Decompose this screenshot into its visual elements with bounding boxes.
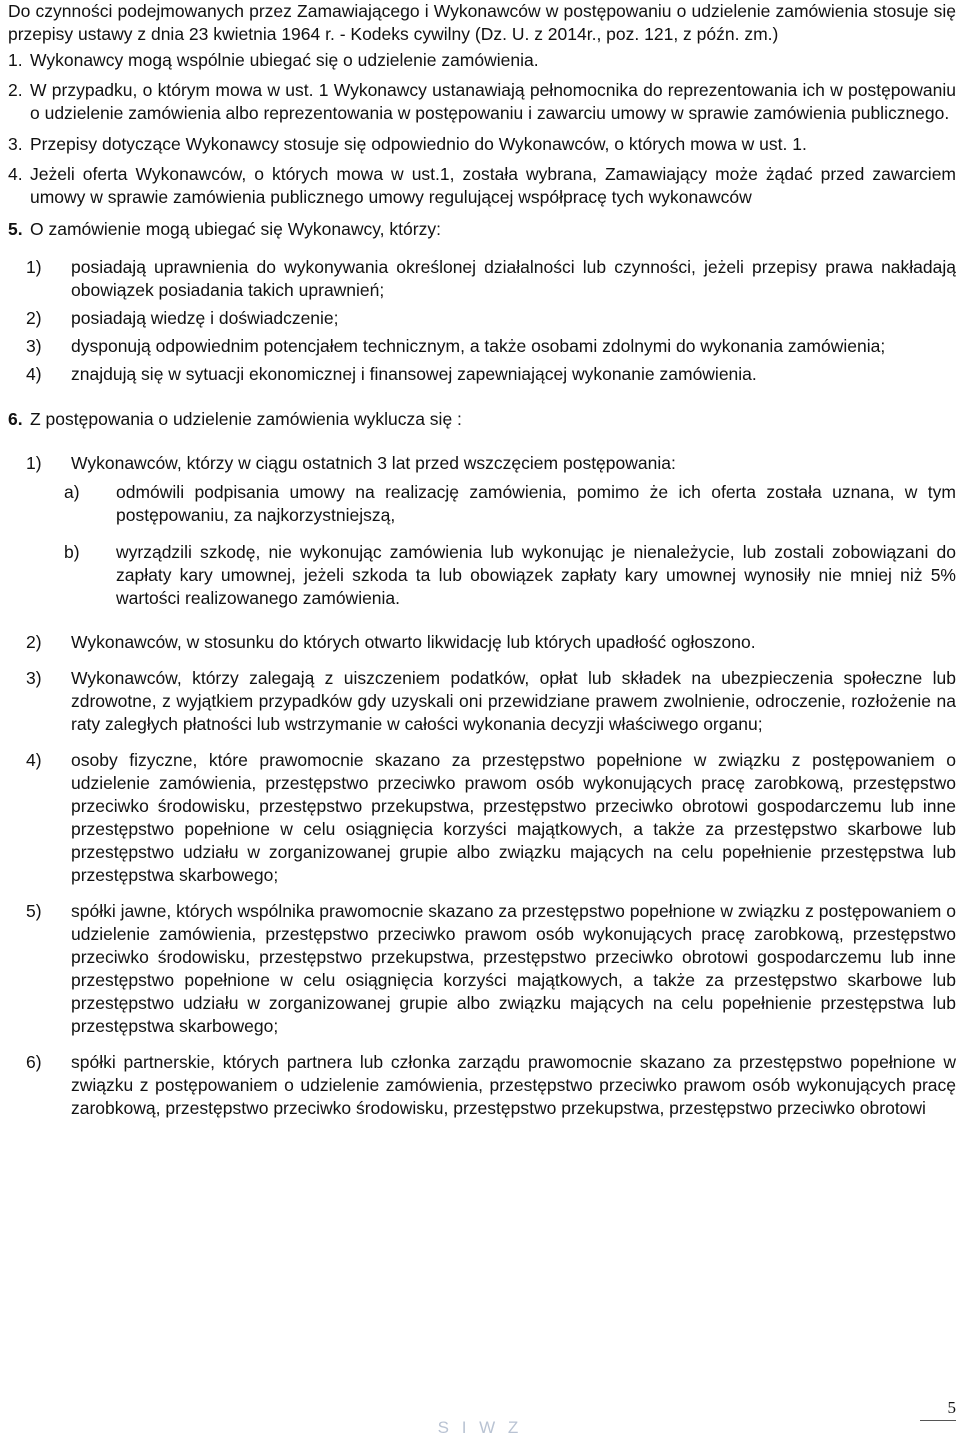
list-item-number: 3) [26, 668, 42, 688]
list-item-text: dysponują odpowiednim potencjałem technicznym, a także osobami zdolnymi do wykonania zamówienia; [71, 336, 886, 356]
list-item-number: 4) [26, 364, 42, 384]
section-5-item-1 [8, 256, 956, 302]
section-number: 5. [8, 219, 23, 239]
section-heading-text: Z postępowania o udzielenie zamówienia wyklucza się : [30, 409, 462, 429]
list-item-number: 3) [26, 336, 42, 356]
top-item-text: W przypadku, o którym mowa w ust. 1 Wykonawcy ustanawiają pełnomocnika do reprezentowania ich w postępowaniu o udzielenie zamówienia albo reprezentowania w postępowaniu i zawarciu umowy w sprawie zamówienia publicznego. [30, 80, 956, 123]
section-6-item-3 [8, 667, 956, 736]
footer-watermark: S I W Z [437, 1418, 523, 1437]
top-item-number: 3. [8, 134, 23, 154]
list-item-text: posiadają uprawnienia do wykonywania określonej działalności lub czynności, jeżeli przepisy prawa nakładają obowiązek posiadania takich uprawnień; [71, 257, 956, 300]
top-item-text: Jeżeli oferta Wykonawców, o których mowa w ust.1, została wybrana, Zamawiający może żądać przed zawarciem umowy w sprawie zamówienia publicznego umowy regulującej współpracę tych wykonawców [30, 164, 956, 207]
list-item-text: posiadają wiedzę i doświadczenie; [71, 308, 339, 328]
top-item-number: 4. [8, 164, 23, 184]
page-number: 5 [947, 1398, 956, 1417]
list-item-number: 2) [26, 308, 42, 328]
sublist-item-text: odmówili podpisania umowy na realizację zamówienia, pomimo że ich oferta została uznana, w tym postępowaniu, za najkorzystniejszą, [116, 482, 956, 525]
section-6-subitem-a [8, 481, 956, 527]
list-item-number: 6) [26, 1052, 42, 1072]
section-6-item-6 [8, 1051, 956, 1120]
list-item-text: spółki partnerskie, których partnera lub członka zarządu prawomocnie skazano za przestępstwo popełnione w związku z postępowaniem o udzielenie zamówienia, przestępstwo przeciwko prawom osób wykonujących pracę zarobkową, przestępstwo przeciwko środowisku, przestępstwo przekupstwa, przestępstwo przeciwko obrotowi [71, 1052, 956, 1118]
section-5-heading [8, 218, 956, 241]
list-item-text: osoby fizyczne, które prawomocnie skazano za przestępstwo popełnione w związku z postępowaniem o udzielenie zamówienia, przestępstwo przeciwko prawom osób wykonujących pracę zarobkową, przestępstwo przeciwko środowisku, przestępstwo przekupstwa, przestępstwo przeciwko obrotowi gospodarczemu lub inne przestępstwo popełnione w celu osiągnięcia korzyści majątkowych, a także za przestępstwo skarbowe lub przestępstwo udziału w zorganizowanej grupie albo związku mających na celu popełnienie przestępstwa lub przestępstwa skarbowego; [71, 750, 956, 885]
section-6-item-5 [8, 900, 956, 1038]
sublist-item-letter: a) [64, 482, 80, 502]
top-item-3 [8, 133, 956, 156]
list-item-number: 1) [26, 257, 42, 277]
sublist-item-letter: b) [64, 542, 80, 562]
top-item-text: Wykonawcy mogą wspólnie ubiegać się o udzielenie zamówienia. [30, 50, 539, 70]
top-item-4 [8, 163, 956, 209]
list-item-text: Wykonawców, którzy w ciągu ostatnich 3 lat przed wszczęciem postępowania: [71, 453, 676, 473]
section-5-item-2 [8, 307, 956, 330]
list-item-text: Wykonawców, którzy zalegają z uiszczeniem podatków, opłat lub składek na ubezpieczenia społeczne lub zdrowotne, z wyjątkiem przypadków gdy uzyskali oni przewidziane prawem zwolnienie, odroczenie, rozłożenie na raty zaległych płatności lub wstrzymanie w całości wykonania decyzji właściwego organu; [71, 668, 956, 734]
section-number: 6. [8, 409, 23, 429]
list-item-number: 5) [26, 901, 42, 921]
section-6-heading [8, 408, 956, 431]
list-item-number: 1) [26, 453, 42, 473]
intro-paragraph: Do czynności podejmowanych przez Zamawiającego i Wykonawców w postępowaniu o udzielenie zamówienia stosuje się przepisy ustawy z dnia 23 kwietnia 1964 r. - Kodeks cywilny (Dz. U. z 2014r., poz. 121, z późn. zm.) [8, 1, 956, 44]
section-6-item-4 [8, 749, 956, 887]
section-6-item-2 [8, 631, 956, 654]
section-5-item-4 [8, 363, 956, 386]
section-heading-text: O zamówienie mogą ubiegać się Wykonawcy, którzy: [30, 219, 441, 239]
document-body [8, 0, 956, 1120]
top-item-text: Przepisy dotyczące Wykonawcy stosuje się odpowiednio do Wykonawców, o których mowa w ust. 1. [30, 134, 807, 154]
list-item-number: 2) [26, 632, 42, 652]
top-item-number: 1. [8, 50, 23, 70]
list-item-number: 4) [26, 750, 42, 770]
section-6-item-1 [8, 452, 956, 475]
top-item-1 [8, 49, 956, 72]
list-item-text: spółki jawne, których wspólnika prawomocnie skazano za przestępstwo popełnione w związku z postępowaniem o udzielenie zamówienia, przestępstwo przeciwko prawom osób wykonujących pracę zarobkową, przestępstwo przeciwko środowisku, przestępstwo przekupstwa, przestępstwo przeciwko obrotowi gospodarczemu lub inne przestępstwo popełnione w celu osiągnięcia korzyści majątkowych, a także za przestępstwo skarbowe lub przestępstwo udziału w zorganizowanej grupie albo związku mających na celu popełnienie przestępstwa lub przestępstwa skarbowego; [71, 901, 956, 1036]
section-6-subitem-b [8, 541, 956, 610]
page-number-rule [920, 1420, 956, 1421]
list-item-text: znajdują się w sytuacji ekonomicznej i finansowej zapewniającej wykonanie zamówienia. [71, 364, 757, 384]
section-5-item-3 [8, 335, 956, 358]
top-item-2 [8, 79, 956, 125]
list-item-text: Wykonawców, w stosunku do których otwarto likwidację lub których upadłość ogłoszono. [71, 632, 756, 652]
top-item-number: 2. [8, 80, 23, 100]
sublist-item-text: wyrządzili szkodę, nie wykonując zamówienia lub wykonując je nienależycie, lub zostali zobowiązani do zapłaty kary umownej, jeżeli szkoda ta lub obowiązek zapłaty kary umownej wynosiły nie mniej niż 5% wartości realizowanego zamówienia. [116, 542, 956, 608]
